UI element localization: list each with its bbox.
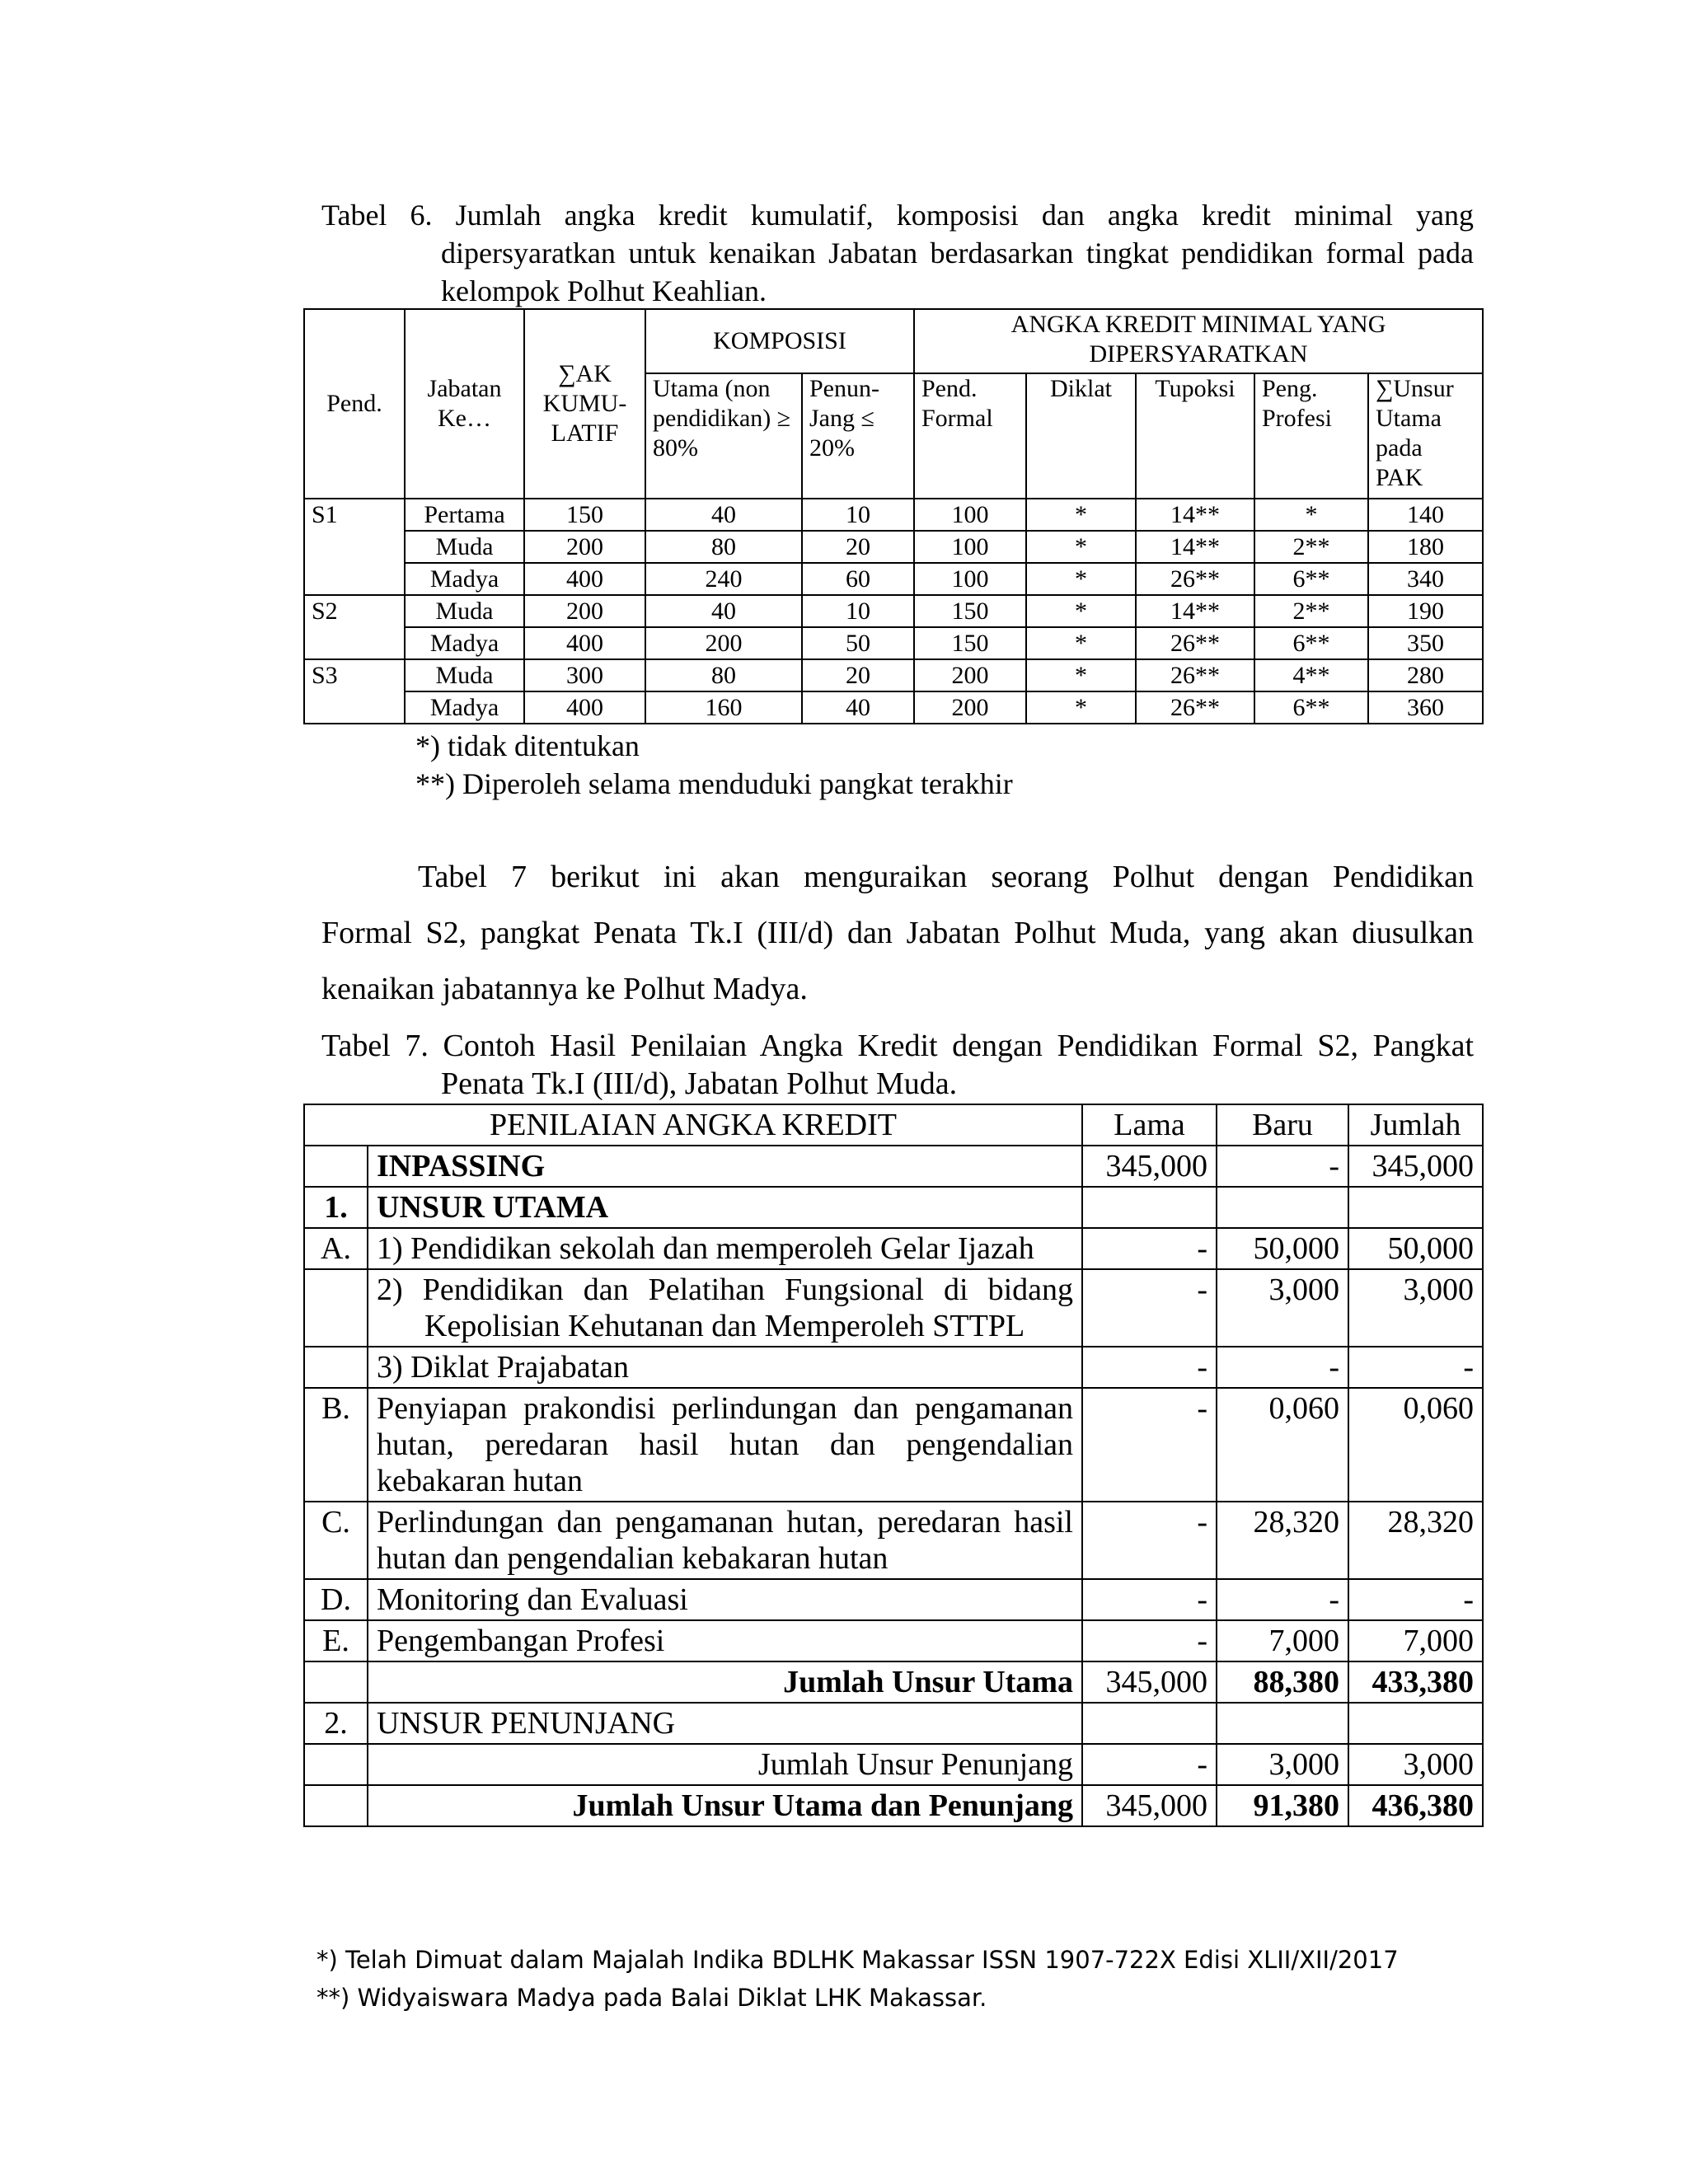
t7-cell-no: E. (304, 1620, 368, 1661)
t6-cell-tupoksi: 14** (1136, 499, 1254, 531)
t7-cell-baru: 7,000 (1217, 1620, 1348, 1661)
table6-body (304, 499, 1483, 724)
t7-cell-lama: - (1082, 1744, 1217, 1785)
t7-cell-no (304, 1347, 368, 1388)
t6-cell-utama: 40 (645, 499, 802, 531)
t7-cell-label: Pengembangan Profesi (368, 1620, 1082, 1661)
table7 (303, 1104, 1484, 1827)
t6-cell-utama: 80 (645, 531, 802, 563)
t6-cell-jabatan: Muda (405, 595, 524, 627)
t7-cell-no (304, 1661, 368, 1703)
t7-cell-label: Penyiapan prakondisi perlindungan dan pengamanan hutan, peredaran hasil hutan dan pengendalian kebakaran hutan (368, 1388, 1082, 1502)
table-row (304, 1661, 1483, 1703)
t7-cell-baru: 28,320 (1217, 1502, 1348, 1579)
t6-cell-pend (304, 563, 405, 595)
paragraph-line2: Formal S2, pangkat Penata Tk.I (III/d) dan Jabatan Polhut Muda, yang akan diusulkan (321, 916, 1474, 950)
footnote-widyaiswara: **) Widyaiswara Madya pada Balai Diklat LHK Makassar. (316, 1984, 987, 2012)
t7-cell-no (304, 1146, 368, 1187)
table-row (304, 1347, 1483, 1388)
t6-cell-unsur: 180 (1368, 531, 1483, 563)
t6-cell-pend: S2 (304, 595, 405, 627)
t7-cell-jumlah (1348, 1703, 1483, 1744)
t6-cell-penunjang: 40 (802, 691, 914, 724)
t7-cell-lama (1082, 1187, 1217, 1228)
t7-cell-baru: 0,060 (1217, 1388, 1348, 1502)
t7-cell-lama: - (1082, 1620, 1217, 1661)
footnotes (316, 1941, 1399, 2017)
t7-cell-lama: - (1082, 1347, 1217, 1388)
t6-cell-utama: 160 (645, 691, 802, 724)
t7-cell-baru (1217, 1187, 1348, 1228)
t6-cell-formal: 100 (914, 563, 1026, 595)
t7-cell-no (304, 1269, 368, 1347)
t7-label-text: 2) Pendidikan dan Pelatihan Fungsional di bidang Kepolisian Kehutanan dan Memperoleh STTPL (377, 1272, 1073, 1343)
t6-cell-ak: 200 (524, 595, 645, 627)
t6-header-jabatan: Jabatan Ke… (405, 309, 524, 499)
t6-cell-unsur: 350 (1368, 627, 1483, 659)
t7-cell-label (368, 1347, 1082, 1388)
t7-cell-jumlah: 3,000 (1348, 1744, 1483, 1785)
t6-cell-pend (304, 627, 405, 659)
t6-cell-profesi: 2** (1254, 531, 1368, 563)
t7-cell-jumlah: 345,000 (1348, 1146, 1483, 1187)
t6-cell-diklat: * (1026, 691, 1136, 724)
t7-cell-baru: 3,000 (1217, 1269, 1348, 1347)
t6-cell-tupoksi: 26** (1136, 691, 1254, 724)
t7-cell-jumlah: 436,380 (1348, 1785, 1483, 1826)
paragraph-line3: kenaikan jabatannya ke Polhut Madya. (321, 972, 808, 1006)
table-row (304, 1785, 1483, 1826)
t7-label-text: 1) Pendidikan sekolah dan memperoleh Gelar Ijazah (377, 1231, 1034, 1266)
table-row (304, 1228, 1483, 1269)
table-row (304, 1744, 1483, 1785)
t6-header-pend-formal: Pend. Formal (914, 373, 1026, 499)
table-row (304, 1269, 1483, 1347)
body-paragraph (321, 849, 1474, 1017)
t7-cell-jumlah (1348, 1187, 1483, 1228)
t7-cell-label: INPASSING (368, 1146, 1082, 1187)
t6-cell-jabatan: Madya (405, 691, 524, 724)
t6-cell-diklat: * (1026, 499, 1136, 531)
t7-cell-jumlah: - (1348, 1347, 1483, 1388)
table-row (304, 1620, 1483, 1661)
t7-cell-lama: - (1082, 1388, 1217, 1502)
t7-cell-lama: 345,000 (1082, 1146, 1217, 1187)
t7-cell-no: D. (304, 1579, 368, 1620)
t6-cell-ak: 400 (524, 691, 645, 724)
t6-cell-jabatan: Muda (405, 659, 524, 691)
table-row (304, 1146, 1483, 1187)
t6-cell-penunjang: 50 (802, 627, 914, 659)
t7-cell-jumlah: 0,060 (1348, 1388, 1483, 1502)
t7-cell-jumlah: - (1348, 1579, 1483, 1620)
t6-cell-formal: 100 (914, 499, 1026, 531)
t6-header-komposisi: KOMPOSISI (645, 309, 914, 373)
t7-cell-baru: - (1217, 1579, 1348, 1620)
t7-header-lama: Lama (1082, 1104, 1217, 1146)
t6-cell-penunjang: 20 (802, 531, 914, 563)
t7-cell-lama: - (1082, 1579, 1217, 1620)
t6-cell-utama: 80 (645, 659, 802, 691)
t7-cell-baru: 88,380 (1217, 1661, 1348, 1703)
t6-cell-jabatan: Madya (405, 627, 524, 659)
t7-cell-baru: - (1217, 1146, 1348, 1187)
t7-cell-jumlah: 433,380 (1348, 1661, 1483, 1703)
t7-cell-baru: - (1217, 1347, 1348, 1388)
table-row (304, 1502, 1483, 1579)
table7-caption-rest: Penata Tk.I (III/d), Jabatan Polhut Muda. (441, 1066, 958, 1101)
t6-header-utama: Utama (non pendidikan) ≥ 80% (645, 373, 802, 499)
t6-cell-diklat: * (1026, 627, 1136, 659)
t6-cell-jabatan: Pertama (405, 499, 524, 531)
t7-cell-lama: 345,000 (1082, 1661, 1217, 1703)
t7-cell-label (368, 1228, 1082, 1269)
t6-header-minimal: ANGKA KREDIT MINIMAL YANG DIPERSYARATKAN (914, 309, 1483, 373)
t7-cell-baru: 3,000 (1217, 1744, 1348, 1785)
t6-cell-pend: S3 (304, 659, 405, 691)
t7-cell-label: Jumlah Unsur Utama (368, 1661, 1082, 1703)
t6-header-pend: Pend. (304, 309, 405, 499)
table-row (304, 595, 1483, 627)
t7-cell-lama: - (1082, 1269, 1217, 1347)
t6-cell-unsur: 140 (1368, 499, 1483, 531)
table-row (304, 1388, 1483, 1502)
table-row (304, 659, 1483, 691)
t6-cell-utama: 40 (645, 595, 802, 627)
t6-cell-profesi: 6** (1254, 691, 1368, 724)
table6-caption-rest: dipersyaratkan untuk kenaikan Jabatan berdasarkan tingkat pendidikan formal pada kelompok Polhut Keahlian. (441, 237, 1474, 307)
table-row (304, 1703, 1483, 1744)
table6-notes (415, 727, 1013, 803)
t7-cell-no: A. (304, 1228, 368, 1269)
note-diperoleh: **) Diperoleh selama menduduki pangkat terakhir (415, 767, 1013, 800)
t6-cell-ak: 200 (524, 531, 645, 563)
t6-cell-pend (304, 691, 405, 724)
table6-caption-line1: Tabel 6. Jumlah angka kredit kumulatif, komposisi dan angka kredit minimal yang (321, 199, 1474, 232)
t6-cell-utama: 240 (645, 563, 802, 595)
t7-cell-lama: - (1082, 1502, 1217, 1579)
t6-cell-ak: 400 (524, 627, 645, 659)
t7-cell-jumlah: 28,320 (1348, 1502, 1483, 1579)
t7-cell-label: UNSUR UTAMA (368, 1187, 1082, 1228)
t6-cell-profesi: 4** (1254, 659, 1368, 691)
t7-cell-lama: - (1082, 1228, 1217, 1269)
t6-cell-tupoksi: 26** (1136, 627, 1254, 659)
t6-cell-profesi: * (1254, 499, 1368, 531)
t6-cell-ak: 400 (524, 563, 645, 595)
t7-cell-baru: 50,000 (1217, 1228, 1348, 1269)
table-row (304, 531, 1483, 563)
t7-cell-baru (1217, 1703, 1348, 1744)
table6 (303, 308, 1484, 724)
t7-cell-no (304, 1744, 368, 1785)
t6-header-diklat: Diklat (1026, 373, 1136, 499)
table-row (304, 627, 1483, 659)
table-row (304, 1579, 1483, 1620)
t6-header-ak-kumulatif: ∑AK KUMU-LATIF (524, 309, 645, 499)
t6-cell-pend (304, 531, 405, 563)
table-row (304, 691, 1483, 724)
t7-header-jumlah: Jumlah (1348, 1104, 1483, 1146)
t7-cell-label: UNSUR PENUNJANG (368, 1703, 1082, 1744)
t6-header-penunjang: Penun-Jang ≤ 20% (802, 373, 914, 499)
t7-cell-jumlah: 7,000 (1348, 1620, 1483, 1661)
t6-header-unsur-utama: ∑Unsur Utama pada PAK (1368, 373, 1483, 499)
t6-cell-diklat: * (1026, 659, 1136, 691)
t7-cell-label: Perlindungan dan pengamanan hutan, peredaran hasil hutan dan pengendalian kebakaran hutan (368, 1502, 1082, 1579)
t6-cell-unsur: 280 (1368, 659, 1483, 691)
t6-cell-jabatan: Muda (405, 531, 524, 563)
t7-label-text: 3) Diklat Prajabatan (377, 1350, 630, 1385)
table7-body (304, 1146, 1483, 1826)
t7-cell-no: 1. (304, 1187, 368, 1228)
t6-cell-tupoksi: 26** (1136, 659, 1254, 691)
t7-cell-lama (1082, 1703, 1217, 1744)
t6-cell-formal: 150 (914, 627, 1026, 659)
t6-cell-pend: S1 (304, 499, 405, 531)
t7-cell-jumlah: 3,000 (1348, 1269, 1483, 1347)
table6-caption (321, 196, 1474, 310)
table7-caption (321, 1027, 1474, 1103)
note-tidak-ditentukan: *) tidak ditentukan (415, 729, 640, 762)
table-row (304, 1187, 1483, 1228)
t7-cell-label (368, 1269, 1082, 1347)
t7-header-penilaian: PENILAIAN ANGKA KREDIT (304, 1104, 1082, 1146)
t6-cell-formal: 100 (914, 531, 1026, 563)
t6-cell-ak: 150 (524, 499, 645, 531)
t6-cell-penunjang: 60 (802, 563, 914, 595)
t6-header-peng-profesi: Peng. Profesi (1254, 373, 1368, 499)
t7-cell-no: 2. (304, 1703, 368, 1744)
t7-cell-no: B. (304, 1388, 368, 1502)
t7-cell-lama: 345,000 (1082, 1785, 1217, 1826)
t6-cell-tupoksi: 26** (1136, 563, 1254, 595)
table7-caption-line1: Tabel 7. Contoh Hasil Penilaian Angka Kredit dengan Pendidikan Formal S2, Pangkat (321, 1029, 1474, 1063)
t6-header-tupoksi: Tupoksi (1136, 373, 1254, 499)
t7-cell-no (304, 1785, 368, 1826)
t7-cell-label: Jumlah Unsur Utama dan Penunjang (368, 1785, 1082, 1826)
t7-cell-no: C. (304, 1502, 368, 1579)
t6-cell-formal: 200 (914, 659, 1026, 691)
t6-cell-profesi: 6** (1254, 563, 1368, 595)
t6-cell-penunjang: 10 (802, 595, 914, 627)
t7-cell-label: Monitoring dan Evaluasi (368, 1579, 1082, 1620)
t7-cell-jumlah: 50,000 (1348, 1228, 1483, 1269)
table-row (304, 563, 1483, 595)
t6-cell-diklat: * (1026, 531, 1136, 563)
t6-cell-unsur: 190 (1368, 595, 1483, 627)
t6-cell-formal: 200 (914, 691, 1026, 724)
paragraph-line1: Tabel 7 berikut ini akan menguraikan seorang Polhut dengan Pendidikan (418, 860, 1474, 894)
t6-cell-jabatan: Madya (405, 563, 524, 595)
t6-cell-profesi: 6** (1254, 627, 1368, 659)
t6-cell-unsur: 340 (1368, 563, 1483, 595)
t6-cell-tupoksi: 14** (1136, 595, 1254, 627)
footnote-majalah: *) Telah Dimuat dalam Majalah Indika BDLHK Makassar ISSN 1907-722X Edisi XLII/XII/2017 (316, 1946, 1399, 1974)
t6-cell-diklat: * (1026, 563, 1136, 595)
t6-cell-utama: 200 (645, 627, 802, 659)
t7-header-baru: Baru (1217, 1104, 1348, 1146)
t7-cell-label: Jumlah Unsur Penunjang (368, 1744, 1082, 1785)
t6-cell-penunjang: 20 (802, 659, 914, 691)
t6-cell-penunjang: 10 (802, 499, 914, 531)
t7-cell-baru: 91,380 (1217, 1785, 1348, 1826)
t6-cell-ak: 300 (524, 659, 645, 691)
t6-cell-diklat: * (1026, 595, 1136, 627)
t6-cell-profesi: 2** (1254, 595, 1368, 627)
t6-cell-unsur: 360 (1368, 691, 1483, 724)
t6-cell-tupoksi: 14** (1136, 531, 1254, 563)
table-row (304, 499, 1483, 531)
t6-cell-formal: 150 (914, 595, 1026, 627)
